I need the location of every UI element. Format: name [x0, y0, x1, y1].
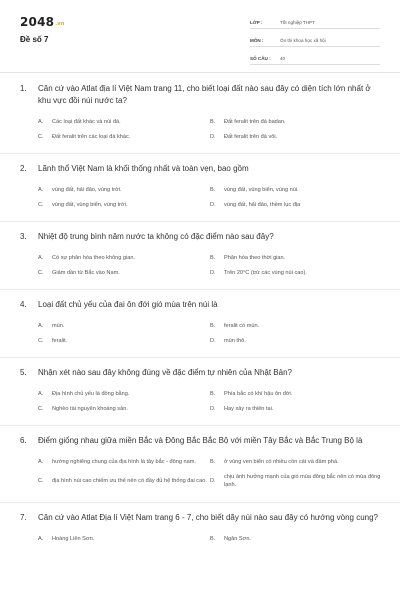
option-b[interactable] — [210, 251, 382, 266]
option-text: Ngân Sơn. — [224, 535, 251, 542]
option-text: vùng đất, hải đảo, thềm lục địa — [224, 201, 301, 208]
option-letter: C. — [38, 133, 44, 140]
meta-row-count — [250, 51, 380, 65]
option-text: Đất feralit trên đá vôi. — [224, 133, 278, 140]
option-text: feralit. — [52, 337, 68, 344]
option-text: Phía bắc có khí hậu ôn đới. — [224, 391, 293, 397]
option-letter: A. — [38, 255, 44, 261]
question-text: Lãnh thổ Việt Nam là khối thống nhất và toàn vẹn, bao gồm — [38, 164, 249, 173]
question-text: Căn cứ vào Atlat địa lí Việt Nam trang 11, cho biết loại đất nào sau đây có diện tích lớn nhất ở khu vực đồi núi nước ta? — [38, 84, 371, 105]
question-divider — [0, 357, 400, 358]
meta-value: Ôn thi khoa học xã hội — [280, 38, 326, 43]
meta-value: Tốt nghiệp THPT — [280, 20, 315, 25]
option-letter: B. — [210, 535, 216, 542]
question-number: 6. — [20, 436, 27, 445]
option-b[interactable] — [210, 115, 382, 130]
option-letter: C. — [38, 201, 44, 208]
question-list — [0, 83, 400, 546]
option-text: Hoàng Liên Sơn. — [52, 535, 95, 542]
exam-meta — [250, 15, 380, 69]
meta-row-subject — [250, 33, 380, 47]
option-a[interactable] — [38, 319, 210, 334]
option-text: Phân hóa theo thời gian. — [224, 255, 286, 261]
logo-domain: .vn — [55, 21, 65, 27]
question-divider — [0, 153, 400, 154]
option-letter: B. — [210, 323, 216, 329]
option-text: vùng đất, vùng biển, vùng núi. — [224, 187, 299, 193]
option-a[interactable] — [38, 532, 210, 547]
question-number: 7. — [20, 512, 27, 522]
option-b[interactable] — [210, 455, 382, 470]
option-b[interactable] — [210, 319, 382, 334]
question-7 — [0, 512, 400, 547]
option-d[interactable] — [210, 470, 382, 493]
option-a[interactable] — [38, 251, 210, 266]
header-divider — [0, 72, 400, 73]
option-a[interactable] — [38, 387, 210, 402]
site-logo[interactable] — [20, 15, 65, 29]
question-divider — [0, 289, 400, 290]
option-letter: B. — [210, 119, 216, 125]
option-letter: A. — [38, 119, 44, 125]
question-number: 3. — [20, 232, 27, 241]
exam-code: Đề số 7 — [20, 35, 49, 44]
option-letter: C. — [38, 269, 44, 276]
option-d[interactable] — [210, 402, 382, 417]
question-divider — [0, 221, 400, 222]
question-text: Căn cứ vào Atlat Địa lí Việt Nam trang 6 - 7, cho biết dãy núi nào sau đây có hướng vòng cung? — [38, 512, 379, 522]
option-letter: B. — [210, 187, 216, 193]
option-c[interactable] — [38, 266, 210, 281]
meta-label: LỚP : — [250, 20, 263, 25]
option-d[interactable] — [210, 198, 382, 213]
question-text: Điểm giống nhau giữa miền Bắc và Đông Bắc Bắc Bộ với miền Tây Bắc và Bắc Trung Bộ là — [38, 436, 363, 445]
option-text: ở vùng ven biển có nhiều cồn cát và đầm phá. — [224, 459, 339, 465]
option-text: vùng đất, hải đảo, vùng trời. — [52, 187, 122, 193]
meta-label: SỐ CÂU : — [250, 56, 271, 61]
question-5 — [0, 367, 400, 426]
logo-text: 2048 — [20, 15, 55, 29]
option-text: Đất feralit trên các loại đá khác. — [52, 133, 131, 140]
option-a[interactable] — [38, 455, 210, 470]
option-text: chịu ảnh hưởng mạnh của gió mùa đông bắc nên có mùa đông lạnh. — [224, 473, 381, 488]
option-d[interactable] — [210, 266, 382, 281]
option-letter: B. — [210, 391, 216, 397]
option-c[interactable] — [38, 334, 210, 349]
question-number: 1. — [20, 84, 27, 93]
option-letter: D. — [210, 269, 216, 276]
question-3 — [0, 231, 400, 290]
option-letter: C. — [38, 337, 44, 344]
option-text: mùn thô. — [224, 337, 246, 344]
option-letter: D. — [210, 337, 216, 344]
option-letter: C. — [38, 405, 44, 412]
option-c[interactable] — [38, 198, 210, 213]
option-a[interactable] — [38, 115, 210, 130]
option-text: Nghèo tài nguyên khoáng sản. — [52, 405, 128, 412]
option-text: Hay xảy ra thiên tai. — [224, 405, 274, 412]
option-d[interactable] — [210, 334, 382, 349]
question-1 — [0, 83, 400, 154]
option-letter: B. — [210, 255, 216, 261]
meta-label: MÔN : — [250, 38, 264, 43]
option-letter: D. — [210, 405, 216, 412]
question-text: Nhiệt độ trung bình năm nước ta không có đặc điểm nào sau đây? — [38, 232, 274, 241]
option-letter: A. — [38, 459, 44, 465]
question-divider — [0, 502, 400, 503]
option-letter: A. — [38, 535, 44, 542]
question-text: Nhận xét nào sau đây không đúng về đặc điểm tự nhiên của Nhật Bản? — [38, 368, 292, 377]
option-letter: D. — [210, 477, 216, 484]
option-b[interactable] — [210, 183, 382, 198]
option-text: vùng đất, vùng biển, vùng trời. — [52, 201, 128, 208]
question-number: 4. — [20, 300, 27, 309]
option-text: Có sự phân hóa theo không gian. — [52, 255, 136, 261]
option-text: hướng nghiêng chung của địa hình là tây bắc - đông nam. — [52, 459, 196, 465]
option-text: feralit có mùn. — [224, 323, 260, 329]
option-text: địa hình núi cao chiếm ưu thế nên có đầy đủ hệ thống đai cao. — [52, 477, 207, 484]
option-letter: B. — [210, 459, 216, 465]
option-d[interactable] — [210, 130, 382, 145]
question-2 — [0, 163, 400, 222]
option-text: Địa hình chủ yếu là đồng bằng. — [52, 391, 130, 397]
question-number: 5. — [20, 368, 27, 377]
option-c[interactable] — [38, 130, 210, 145]
page-header — [0, 0, 400, 72]
option-letter: D. — [210, 201, 216, 208]
option-letter: C. — [38, 477, 44, 484]
option-letter: D. — [210, 133, 216, 140]
meta-value: 40 — [280, 56, 286, 61]
option-c[interactable] — [38, 470, 210, 493]
question-4 — [0, 299, 400, 358]
option-c[interactable] — [38, 402, 210, 417]
option-text: Đất feralit trên đá badan. — [224, 119, 286, 125]
option-b[interactable] — [210, 532, 382, 547]
question-divider — [0, 425, 400, 426]
meta-row-class — [250, 15, 380, 29]
question-number: 2. — [20, 164, 27, 173]
option-letter: A. — [38, 323, 44, 329]
question-text: Loại đất chủ yếu của đai ôn đới gió mùa trên núi là — [38, 300, 218, 309]
option-text: mùn. — [52, 323, 65, 329]
option-text: Trên 20°C (trừ các vùng núi cao). — [224, 269, 307, 276]
option-a[interactable] — [38, 183, 210, 198]
option-text: Giảm dần từ Bắc vào Nam. — [52, 269, 120, 276]
option-text: Các loại đất khác và núi đá. — [52, 119, 121, 125]
option-letter: A. — [38, 187, 44, 193]
option-letter: A. — [38, 391, 44, 397]
option-b[interactable] — [210, 387, 382, 402]
question-6 — [0, 435, 400, 503]
